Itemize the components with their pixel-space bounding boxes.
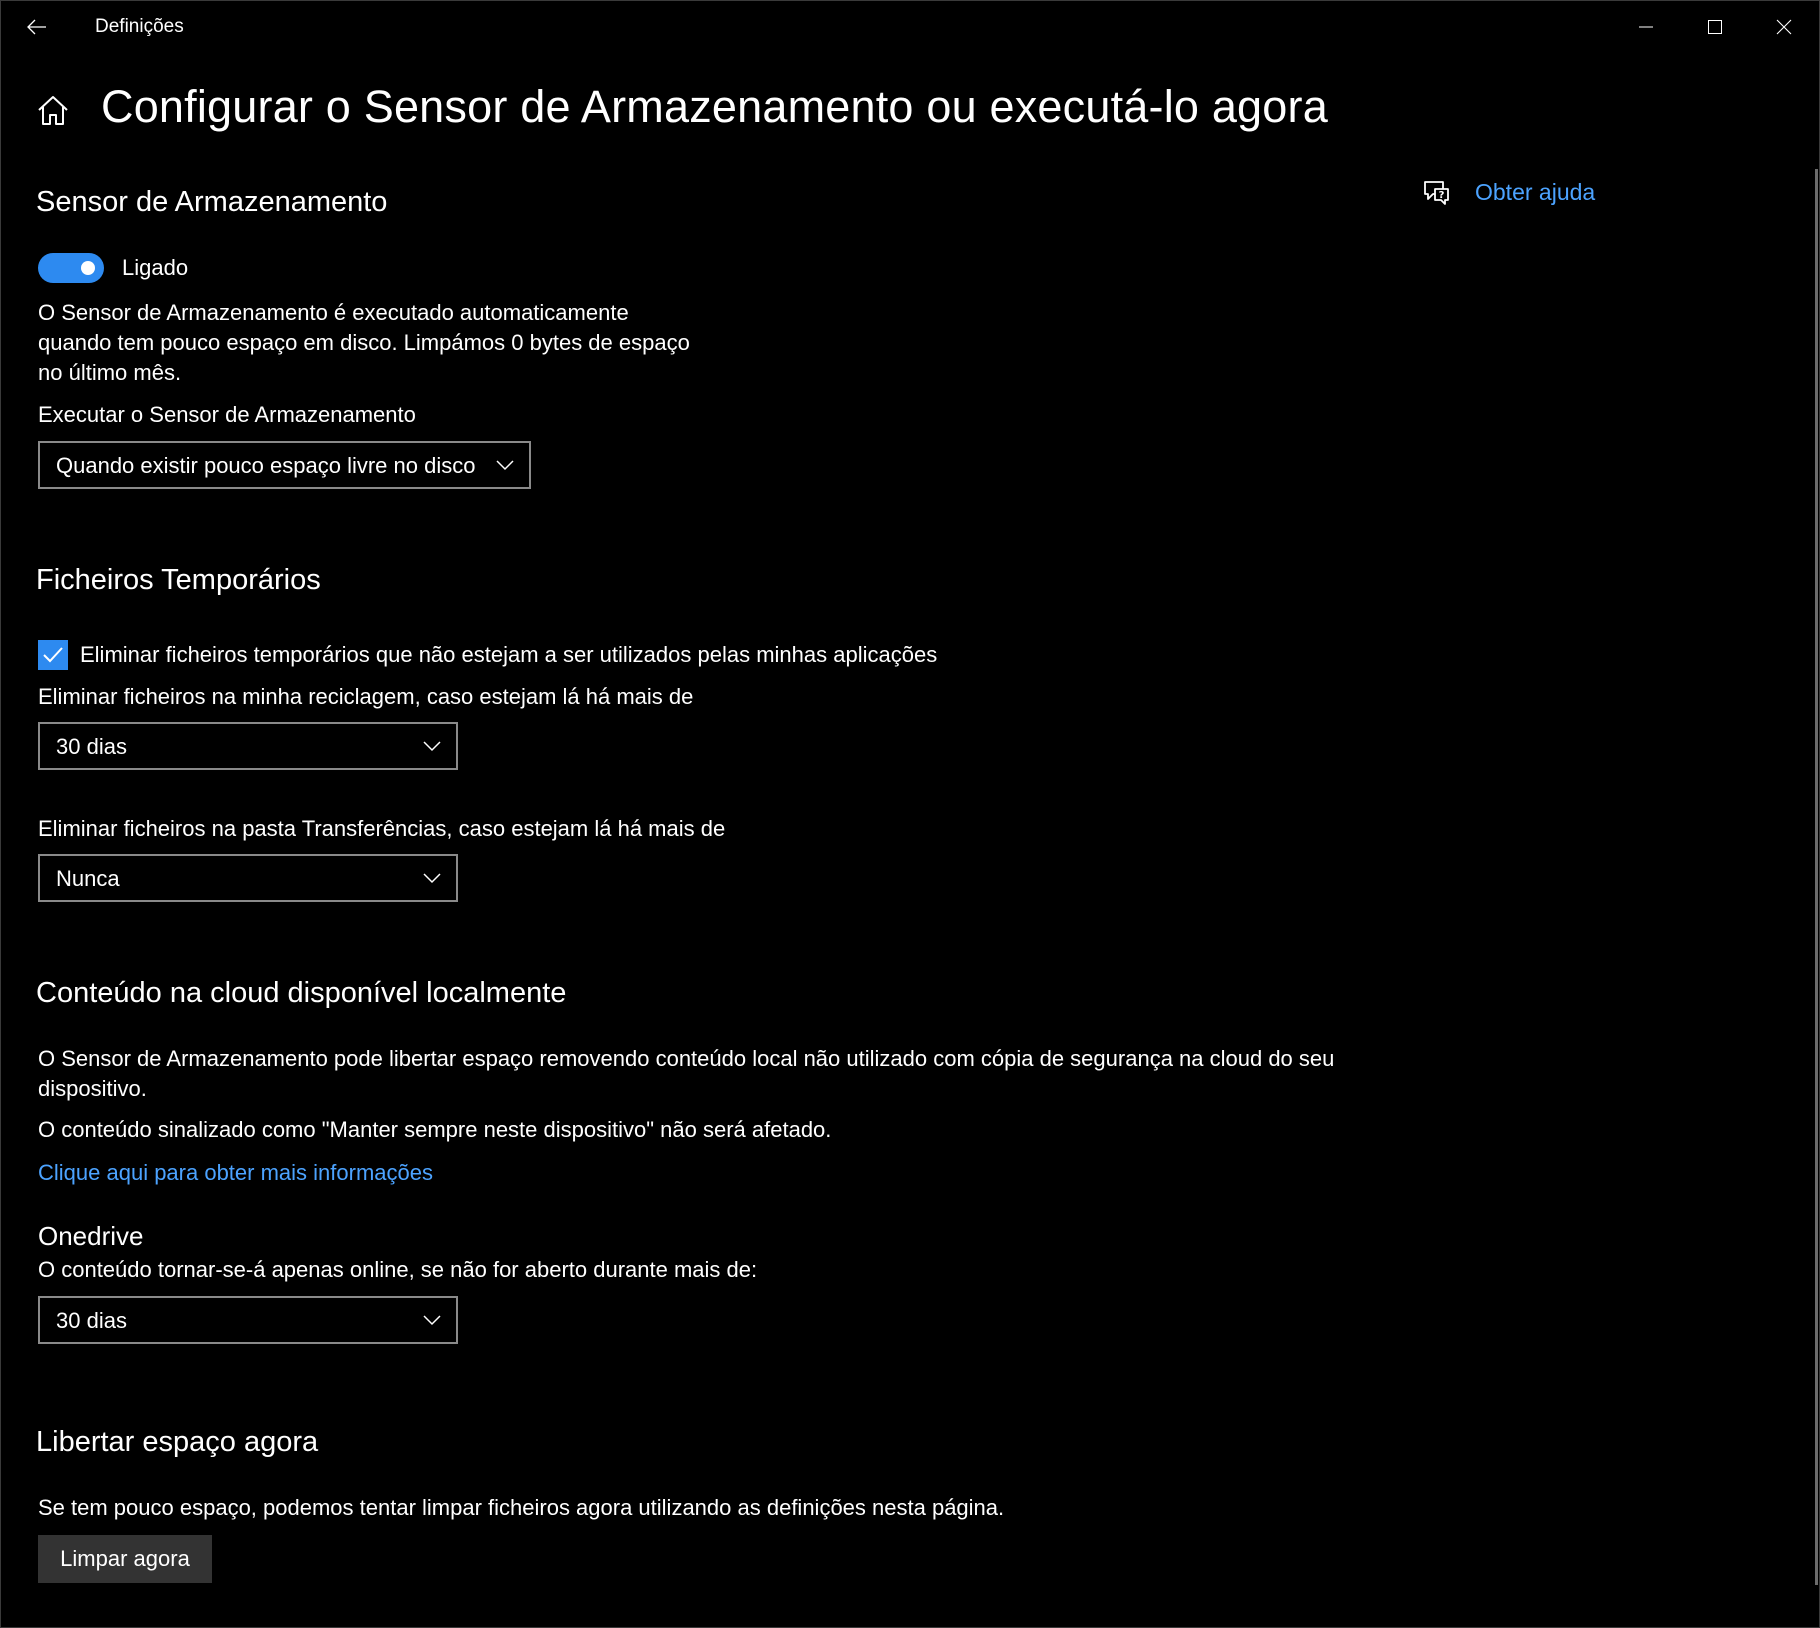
checkmark-icon xyxy=(38,640,68,670)
free-space-heading: Libertar espaço agora xyxy=(36,1426,319,1458)
temp-files-heading: Ficheiros Temporários xyxy=(36,564,321,596)
page-title: Configurar o Sensor de Armazenamento ou executá-lo agora xyxy=(101,81,1328,132)
dropdown-value: Quando existir pouco espaço livre no disco xyxy=(56,453,476,478)
free-space-description: Se tem pouco espaço, podemos tentar limpar ficheiros agora utilizando as definições nesta página. xyxy=(38,1495,1005,1520)
dropdown-value: Nunca xyxy=(56,866,120,891)
downloads-dropdown[interactable] xyxy=(38,854,458,902)
help-section xyxy=(1421,176,1595,208)
cloud-content-heading: Conteúdo na cloud disponível localmente xyxy=(36,977,567,1009)
home-button[interactable] xyxy=(35,93,71,129)
home-icon xyxy=(35,93,71,129)
minimize-icon xyxy=(1638,19,1654,35)
clean-now-button[interactable]: Limpar agora xyxy=(38,1535,212,1583)
close-icon xyxy=(1776,19,1792,35)
chevron-down-icon xyxy=(495,457,515,473)
close-button[interactable] xyxy=(1749,1,1819,53)
title-bar xyxy=(1,1,1819,53)
chevron-down-icon xyxy=(422,1312,442,1328)
downloads-label: Eliminar ficheiros na pasta Transferências, caso estejam lá há mais de xyxy=(38,816,726,841)
maximize-icon xyxy=(1707,19,1723,35)
onedrive-heading: Onedrive xyxy=(38,1221,144,1251)
cloud-note: O conteúdo sinalizado como "Manter sempre neste dispositivo" não será afetado. xyxy=(38,1117,832,1142)
more-info-link[interactable]: Clique aqui para obter mais informações xyxy=(38,1160,433,1185)
dropdown-value: 30 dias xyxy=(56,1308,127,1333)
description-line: dispositivo. xyxy=(38,1076,147,1101)
back-button[interactable] xyxy=(15,7,59,47)
description-line: O Sensor de Armazenamento pode libertar espaço removendo conteúdo local não utilizado com cópia de segurança na cloud do seu xyxy=(38,1046,1335,1071)
toggle-knob xyxy=(81,261,95,275)
onedrive-dropdown[interactable] xyxy=(38,1296,458,1344)
scrollbar[interactable] xyxy=(1815,169,1818,1585)
onedrive-label: O conteúdo tornar-se-á apenas online, se não for aberto durante mais de: xyxy=(38,1257,758,1282)
description-line: O Sensor de Armazenamento é executado automaticamente xyxy=(38,300,629,325)
run-frequency-dropdown[interactable] xyxy=(38,441,531,489)
maximize-button[interactable] xyxy=(1680,1,1750,53)
help-chat-icon xyxy=(1421,176,1453,208)
delete-temp-files-label: Eliminar ficheiros temporários que não estejam a ser utilizados pelas minhas aplicações xyxy=(80,642,938,667)
storage-sense-heading: Sensor de Armazenamento xyxy=(36,186,388,218)
chevron-down-icon xyxy=(422,870,442,886)
back-arrow-icon xyxy=(27,19,47,35)
delete-temp-files-checkbox[interactable] xyxy=(38,640,68,670)
dropdown-value: 30 dias xyxy=(56,734,127,759)
description-line: quando tem pouco espaço em disco. Limpámos 0 bytes de espaço xyxy=(38,330,690,355)
storage-sense-description xyxy=(38,298,758,388)
window-title: Definições xyxy=(95,16,184,37)
chevron-down-icon xyxy=(422,738,442,754)
recycle-bin-dropdown[interactable] xyxy=(38,722,458,770)
toggle-state-label: Ligado xyxy=(122,255,189,280)
svg-text:?: ? xyxy=(1438,190,1445,201)
cloud-description xyxy=(38,1044,1418,1104)
description-line: no último mês. xyxy=(38,360,182,385)
minimize-button[interactable] xyxy=(1611,1,1681,53)
recycle-bin-label: Eliminar ficheiros na minha reciclagem, caso estejam lá há mais de xyxy=(38,684,694,709)
get-help-link[interactable]: Obter ajuda xyxy=(1475,178,1596,205)
storage-sense-toggle[interactable] xyxy=(38,253,104,283)
run-storage-sense-label: Executar o Sensor de Armazenamento xyxy=(38,402,416,427)
